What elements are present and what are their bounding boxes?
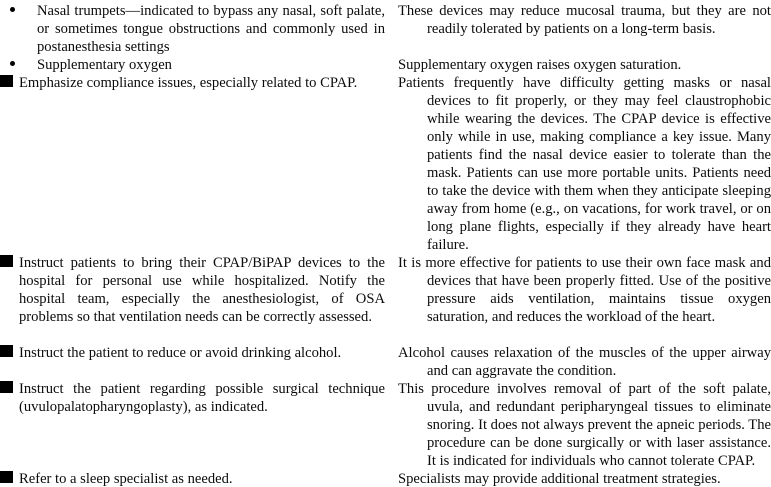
bullet-square-icon xyxy=(0,255,13,267)
care-plan-row xyxy=(0,470,771,487)
list-item xyxy=(0,344,385,362)
bullet-dot-icon xyxy=(10,56,37,74)
intervention-cell xyxy=(0,254,385,326)
rationale-cell xyxy=(398,2,771,38)
rationale-cell xyxy=(398,56,771,74)
list-item xyxy=(0,380,385,416)
bullet-square-icon xyxy=(0,75,13,87)
intervention-text: Instruct patients to bring their CPAP/BiPAP devices to the hospital for personal use while hospitalized. Notify the hospital team, especially the anesthesiologist, of OSA problems so that ventilation needs can be correctly assessed. xyxy=(19,255,385,325)
list-item xyxy=(0,470,385,487)
intervention-text: Nasal trumpets—indicated to bypass any nasal, soft palate, or sometimes tongue obstructions and commonly used in postanesthesia settings xyxy=(37,3,385,55)
rationale-text: Alcohol causes relaxation of the muscles of the upper airway and can aggravate the condition. xyxy=(398,345,771,379)
rationale-cell xyxy=(398,470,771,487)
list-item xyxy=(0,2,385,56)
care-plan-row xyxy=(0,2,771,56)
care-plan-row xyxy=(0,74,771,254)
bullet-square-icon xyxy=(0,381,13,393)
list-item xyxy=(0,254,385,326)
intervention-text: Refer to a sleep specialist as needed. xyxy=(19,471,233,487)
intervention-cell xyxy=(0,74,385,92)
care-plan-row xyxy=(0,380,771,470)
rationale-cell xyxy=(398,380,771,470)
bullet-square-icon xyxy=(0,345,13,357)
rationale-text: Specialists may provide additional treatment strategies. xyxy=(398,471,721,487)
intervention-text: Emphasize compliance issues, especially related to CPAP. xyxy=(19,75,358,91)
intervention-cell xyxy=(0,380,385,416)
intervention-cell xyxy=(0,2,385,56)
intervention-cell xyxy=(0,344,385,362)
intervention-cell xyxy=(0,56,385,74)
care-plan-row xyxy=(0,344,771,380)
list-item xyxy=(0,74,385,92)
list-item xyxy=(0,56,385,74)
intervention-text: Instruct the patient to reduce or avoid drinking alcohol. xyxy=(19,345,342,361)
rationale-cell xyxy=(398,74,771,254)
rationale-text: These devices may reduce mucosal trauma, but they are not readily tolerated by patients on a long-term basis. xyxy=(398,3,771,37)
rationale-cell xyxy=(398,254,771,326)
bullet-square-icon xyxy=(0,471,13,483)
care-plan-row xyxy=(0,56,771,74)
rationale-text: It is more effective for patients to use their own face mask and devices that have been properly fitted. Use of the positive pressure aids ventilation, maintains tissue oxygen saturation, and reduces the workload of the heart. xyxy=(398,255,771,325)
care-plan-row xyxy=(0,254,771,344)
intervention-text: Instruct the patient regarding possible surgical technique (uvulopalatopharyngoplasty), as indicated. xyxy=(19,381,385,415)
rationale-text: This procedure involves removal of part of the soft palate, uvula, and redundant peripharyngeal tissues to eliminate snoring. It does not always prevent the apneic periods. The procedure can be done surgically or with laser assistance. It is indicated for individuals who cannot tolerate CPAP. xyxy=(398,381,771,469)
rationale-text: Supplementary oxygen raises oxygen saturation. xyxy=(398,57,682,73)
intervention-cell xyxy=(0,470,385,487)
rationale-text: Patients frequently have difficulty getting masks or nasal devices to fit properly, or they may feel claustrophobic while wearing the devices. The CPAP device is effective only while in use, making compliance a key issue. Many patients find the nasal device easier to tolerate than the mask. Patients can use more portable units. Patients need to take the device with them when they anticipate sleeping away from home (e.g., on vacations, for work travel, or on long plane flights, especially if they already have heart failure. xyxy=(398,75,771,253)
rationale-cell xyxy=(398,344,771,380)
intervention-text: Supplementary oxygen xyxy=(37,57,172,73)
bullet-dot-icon xyxy=(10,2,37,20)
